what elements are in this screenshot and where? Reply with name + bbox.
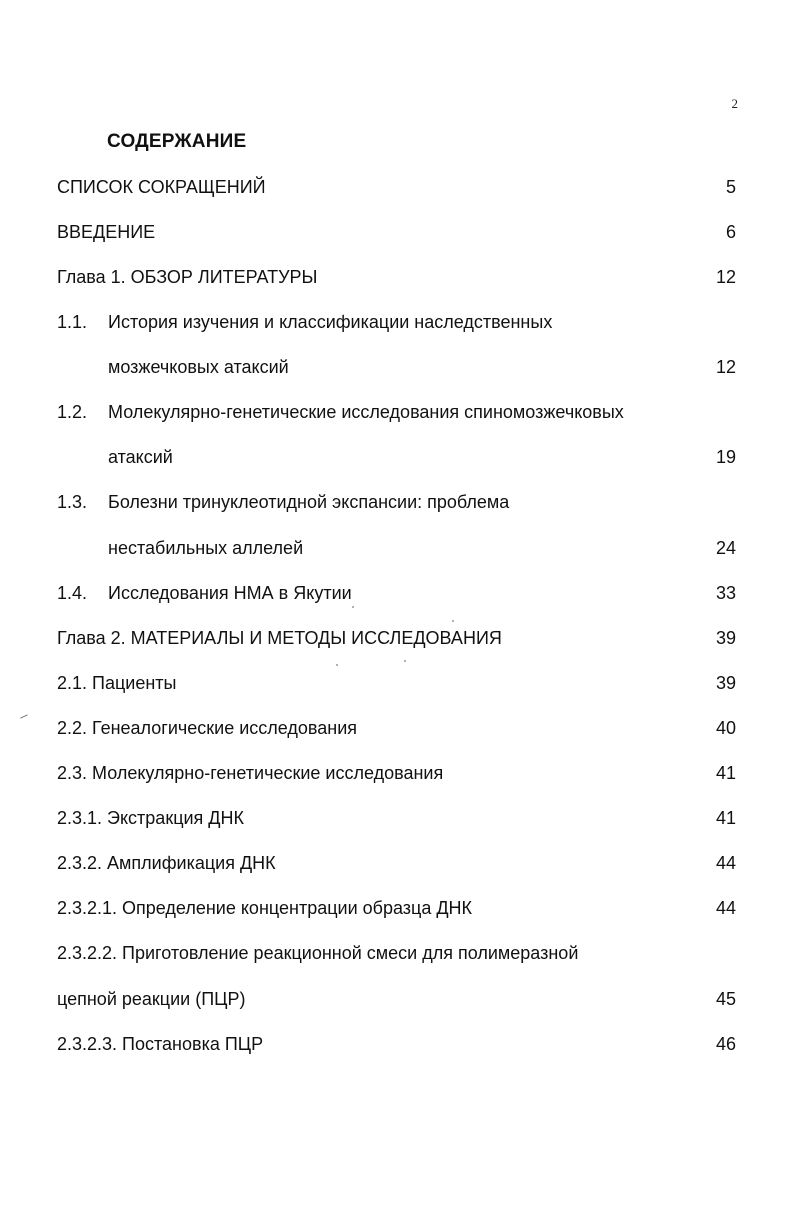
toc-entry-title: 2.3. Молекулярно-генетические исследования <box>57 763 444 783</box>
toc-entry-title: Исследования НМА в Якутии <box>108 583 352 603</box>
toc-entry-title: 2.3.2.3. Постановка ПЦР <box>57 1034 264 1054</box>
toc-entry-title: атаксий <box>108 447 173 467</box>
toc-entry <box>57 670 736 696</box>
toc-entry <box>57 580 736 606</box>
toc-entry-continuation <box>108 444 736 470</box>
toc-entry-title: цепной реакции (ПЦР) <box>57 989 246 1009</box>
toc-entry-title: мозжечковых атаксий <box>108 357 289 377</box>
toc-entry-title: Болезни тринуклеотидной экспансии: проблема <box>108 492 510 512</box>
toc-entry <box>57 219 736 245</box>
toc-entry-page: 41 <box>715 763 736 783</box>
toc-entry <box>57 309 736 335</box>
toc-entry-number: 1.2. <box>57 402 88 422</box>
toc-entry-number: 1.3. <box>57 492 88 512</box>
toc-entry-title: 2.3.2.1. Определение концентрации образца ДНК <box>57 898 473 918</box>
toc-heading: СОДЕРЖАНИЕ <box>107 131 247 152</box>
toc-entry-page: 39 <box>715 628 736 648</box>
toc-entry-page: 6 <box>725 222 736 242</box>
toc-entry <box>57 895 736 921</box>
toc-entry-title: История изучения и классификации наследственных <box>108 312 553 332</box>
scan-noise <box>336 664 338 666</box>
toc-entry-title: Молекулярно-генетические исследования спиномозжечковых <box>108 402 624 422</box>
toc-entry <box>57 760 736 786</box>
toc-entry-page: 24 <box>715 538 736 558</box>
toc-entry <box>57 399 736 425</box>
scan-noise <box>352 606 354 608</box>
toc-entry <box>57 625 736 651</box>
scan-noise <box>404 660 406 662</box>
toc-entry-page: 5 <box>725 177 736 197</box>
toc-entry-title: 2.3.2.2. Приготовление реакционной смеси для полимеразной <box>57 943 579 963</box>
toc-entry <box>57 174 736 200</box>
toc-entry-title: нестабильных аллелей <box>108 538 304 558</box>
toc-entry-page: 45 <box>715 989 736 1009</box>
toc-entry-continuation <box>108 535 736 561</box>
toc-entry-number: 1.4. <box>57 583 88 603</box>
toc-entry-page: 33 <box>715 583 736 603</box>
toc-entry-title: Глава 1. ОБЗОР ЛИТЕРАТУРЫ <box>57 267 318 287</box>
toc-entry-page: 12 <box>715 267 736 287</box>
toc-entry-title: СПИСОК СОКРАЩЕНИЙ <box>57 177 266 197</box>
toc-entry <box>57 850 736 876</box>
toc-entry-page: 44 <box>715 853 736 873</box>
toc-entry-page: 44 <box>715 898 736 918</box>
toc-entry-page: 19 <box>715 447 736 467</box>
toc-entry-title: 2.3.2. Амплификация ДНК <box>57 853 276 873</box>
toc-entry-title: 2.3.1. Экстракция ДНК <box>57 808 244 828</box>
toc-entry <box>57 489 736 515</box>
scan-noise <box>452 620 454 622</box>
toc-entry-page: 41 <box>715 808 736 828</box>
toc-entry-title: ВВЕДЕНИЕ <box>57 222 156 242</box>
toc-entry <box>57 715 736 741</box>
toc-entry-title: 2.2. Генеалогические исследования <box>57 718 358 738</box>
toc-entry-title: Глава 2. МАТЕРИАЛЫ И МЕТОДЫ ИССЛЕДОВАНИЯ <box>57 628 502 648</box>
toc-entry-title: 2.1. Пациенты <box>57 673 177 693</box>
scan-speck <box>20 714 28 718</box>
page-number: 2 <box>731 96 738 111</box>
toc-entry-page: 40 <box>715 718 736 738</box>
toc-entry <box>57 940 736 966</box>
toc-entry-page: 39 <box>715 673 736 693</box>
toc-entry-continuation <box>108 354 736 380</box>
toc-entry-number: 1.1. <box>57 312 88 332</box>
toc-entry-page: 12 <box>715 357 736 377</box>
toc-entry-continuation <box>57 986 736 1012</box>
toc-entry <box>57 264 736 290</box>
toc-entry <box>57 1031 736 1057</box>
toc-entry <box>57 805 736 831</box>
toc-entry-page: 46 <box>715 1034 736 1054</box>
